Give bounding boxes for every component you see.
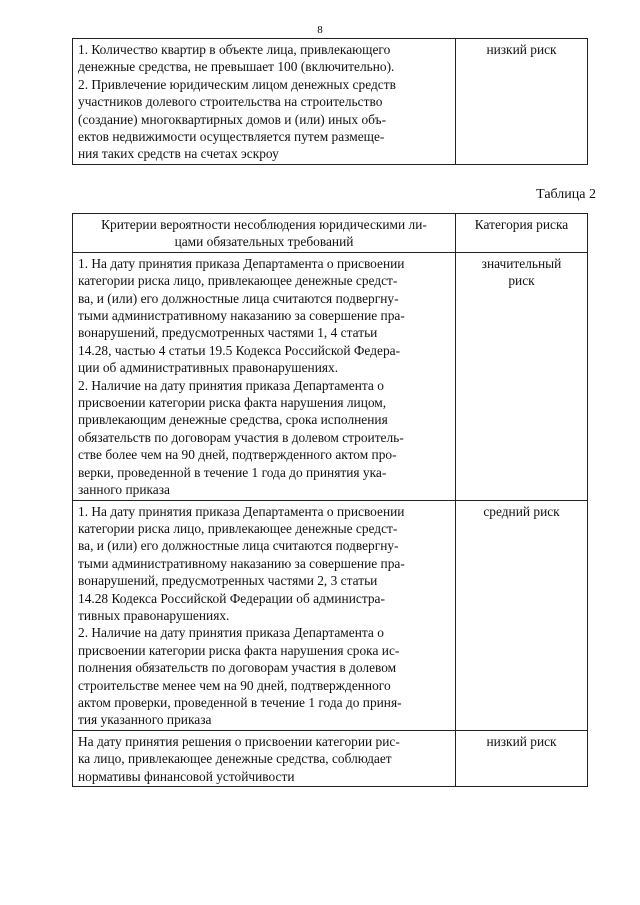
table-row [73,500,588,730]
text-line: (создание) многоквартирных домов и (или) иных объ- [78,111,387,127]
text-line: присвоении категории риска факта нарушения срока ис- [78,642,400,658]
category-label: риск [508,273,535,289]
text-line: 1. На дату принятия приказа Департамента о присвоении [78,255,405,271]
text-line: присвоении категории риска факта нарушения лицом, [78,395,387,411]
text-line: 14.28, частью 4 статьи 19.5 Кодекса Российской Федера- [78,342,401,358]
text-line: денежные средства, не превышает 100 (включительно). [78,59,395,75]
text-line: нормативы финансовой устойчивости [78,768,295,784]
text-line: полнения обязательств по договорам участия в долевом [78,660,397,676]
text-line: строительстве менее чем на 90 дней, подтвержденного [78,677,391,693]
text-line: участников долевого строительства на строительство [78,94,383,110]
category-column-header [456,214,588,253]
table-row [73,252,588,500]
text-line: категории риска лицо, привлекающее денежные средст- [78,273,398,289]
page-number: 8 [317,24,323,36]
text-line: ектов недвижимости осуществляется путем размеще- [78,129,385,145]
table-row [73,730,588,786]
criteria-cell [73,252,456,500]
text-line: ния таких средств на счетах эскроу [78,146,279,162]
criteria-cell [73,500,456,730]
text-line: занного приказа [78,482,170,498]
criteria-column-header [73,214,456,253]
criteria-cell [73,730,456,786]
text-line: вонарушений, предусмотренных частями 2, 3 статьи [78,573,378,589]
text-line: 2. Привлечение юридическим лицом денежных средств [78,76,396,92]
category-cell [456,500,588,730]
text-line: 14.28 Кодекса Российской Федерации об администра- [78,590,385,606]
text-line: тивных правонарушениях. [78,607,230,623]
text-line: ва, и (или) его должностные лица считаются подвергну- [78,290,399,306]
text-line: тия указанного приказа [78,712,212,728]
header-line: цами обязательных требований [174,234,354,250]
category-cell [456,39,588,165]
text-line: категории риска лицо, привлекающее денежные средст- [78,520,398,536]
text-line: вонарушений, предусмотренных частями 1, 4 статьи [78,325,378,341]
text-line: ва, и (или) его должностные лица считаются подвергну- [78,538,399,554]
header-line: Категория риска [474,217,569,232]
text-line: 1. Количество квартир в объекте лица, привлекающего [78,42,391,57]
text-line: 2. Наличие на дату принятия приказа Департамента о [78,625,384,641]
text-line: верки, проведенной в течение 1 года до принятия ука- [78,464,387,480]
text-line: ка лицо, привлекающее денежные средства, соблюдает [78,751,392,767]
text-line: ции об административных правонарушениях. [78,360,339,376]
category-label: средний риск [483,503,560,519]
category-label: значительный [481,255,562,271]
category-cell [456,730,588,786]
table-2 [72,213,588,787]
table-row [73,39,588,165]
category-cell [456,252,588,500]
table-header-row [73,214,588,253]
criteria-cell [73,39,456,165]
text-line: 2. Наличие на дату принятия приказа Департамента о [78,377,384,393]
text-line: актом проверки, проведенной в течение 1 года до приня- [78,694,402,710]
text-line: обязательств по договорам участия в долевом строитель- [78,429,404,445]
text-line: На дату принятия решения о присвоении категории рис- [78,733,400,749]
text-line: привлекающим денежные средства, срока исполнения [78,412,388,428]
text-line: тыми административному наказанию за совершение пра- [78,555,405,571]
table-caption: Таблица 2 [536,187,596,202]
table-1 [72,38,588,165]
text-line: стве более чем на 90 дней, подтвержденного актом про- [78,447,397,463]
text-line: 1. На дату принятия приказа Департамента о присвоении [78,503,405,519]
header-line: Критерии вероятности несоблюдения юридическими ли- [101,217,427,232]
category-label: низкий риск [486,42,557,57]
text-line: тыми административному наказанию за совершение пра- [78,308,405,324]
category-label: низкий риск [486,733,557,749]
